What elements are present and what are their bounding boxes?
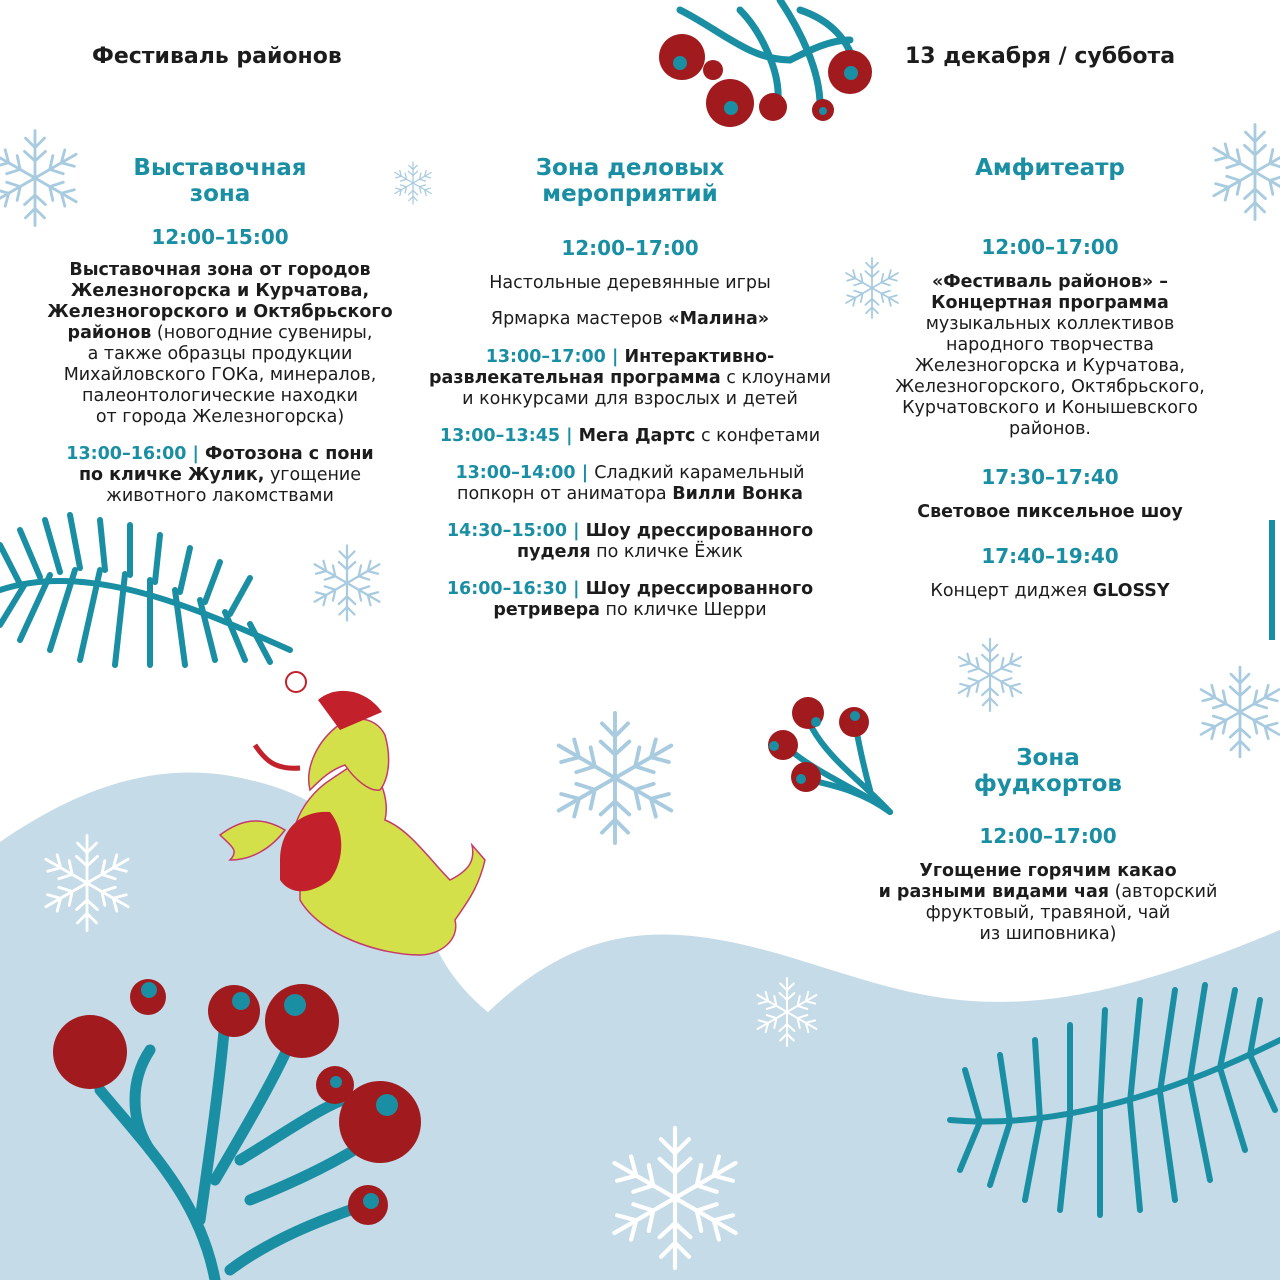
- entry-text: по кличке Ёжик: [590, 542, 743, 562]
- entry-text: Концерт диджея: [930, 581, 1093, 601]
- entry-text: пуделя: [517, 542, 591, 562]
- time-slot: 13:00–17:00: [485, 347, 606, 367]
- festival-title: Фестиваль районов: [92, 44, 342, 69]
- entry-text: «Малина»: [668, 309, 770, 329]
- separator: |: [560, 426, 579, 446]
- schedule-entry: [410, 579, 850, 621]
- zone-title-line: Зона деловых: [535, 155, 725, 181]
- entry-text: по кличке Жулик,: [78, 465, 265, 485]
- entry-text: GLOSSY: [1092, 581, 1170, 601]
- entry-text: животного лакомствами: [106, 486, 334, 506]
- entry-text: угощение: [264, 465, 362, 485]
- schedule-entry: [40, 260, 400, 428]
- time-slot: 17:30–17:40: [981, 465, 1119, 489]
- zone-title-line: Зона: [1016, 745, 1080, 771]
- berry-branch-top: [680, 0, 856, 105]
- entry-text: районов.: [1009, 419, 1091, 439]
- schedule-entry: [870, 502, 1230, 523]
- entry-text: Шоу дрессированного: [585, 579, 814, 599]
- entry-text: от города Железногорска): [95, 407, 345, 427]
- entry-text: Интерактивно-: [624, 347, 775, 367]
- entry-text: Вилли Вонка: [672, 484, 803, 504]
- zone-title: [858, 745, 1238, 797]
- entry-text: «Фестиваль районов» –: [931, 272, 1169, 292]
- entry-text: Железногорского и Октябрьского: [47, 302, 393, 322]
- zone-title-line: зона: [189, 181, 251, 207]
- separator: |: [605, 347, 625, 367]
- schedule-entry: [410, 463, 850, 505]
- entry-text: развлекательная программа: [429, 368, 721, 388]
- pine-branch-left: [0, 515, 290, 665]
- zone-title: Амфитеатр: [975, 155, 1125, 181]
- entry-text: Курчатовского и Конышевского: [902, 398, 1198, 418]
- time-slot: 13:00–13:45: [439, 426, 561, 446]
- schedule-entry: [410, 347, 850, 410]
- entry-text: а также образцы продукции: [87, 344, 353, 364]
- time-slot: 14:30–15:00: [446, 521, 568, 541]
- time-slot: 16:00–16:30: [446, 579, 568, 599]
- entry-text: Ярмарка мастеров: [490, 309, 669, 329]
- time-slot: 17:40–19:40: [981, 544, 1119, 568]
- separator: |: [567, 521, 586, 541]
- entry-text: и конкурсами для взрослых и детей: [462, 389, 798, 409]
- entry-text: музыкальных коллективов: [925, 314, 1175, 334]
- entry-text: с конфетами: [695, 426, 821, 446]
- separator: |: [567, 579, 586, 599]
- time-slot: 12:00–17:00: [979, 824, 1117, 848]
- snowflake-icon: [552, 713, 679, 843]
- time-slot: 13:00–14:00: [455, 463, 576, 483]
- business-zone: [410, 155, 850, 621]
- entry-text: Фотозона с пони: [205, 444, 374, 464]
- time-slot: 13:00–16:00: [66, 444, 187, 464]
- entry-text: и разными видами чая: [878, 882, 1110, 902]
- schedule-entry: [870, 581, 1230, 602]
- entry-text: Угощение горячим какао: [919, 861, 1177, 881]
- schedule-entry: [870, 272, 1230, 440]
- separator: |: [186, 444, 206, 464]
- entry-text: Михайловского ГОКа, минералов,: [63, 365, 377, 385]
- time-slot: 12:00–17:00: [981, 235, 1119, 259]
- entry-text: Железногорска и Курчатова,: [70, 281, 370, 301]
- zone-title-line: мероприятий: [542, 181, 718, 207]
- schedule-entry: [410, 309, 850, 330]
- event-date: 13 декабря / суббота: [905, 44, 1176, 69]
- entry-text: Выставочная зона от городов: [69, 260, 371, 280]
- entry-text: Световое пиксельное шоу: [917, 502, 1183, 522]
- amphitheater-zone: [870, 155, 1230, 602]
- zone-title-line: фудкортов: [974, 771, 1122, 797]
- entry-text: Шоу дрессированного: [585, 521, 814, 541]
- entry-text: Железногорского, Октябрьского,: [895, 377, 1205, 397]
- entry-text: народного творчества: [946, 335, 1154, 355]
- entry-text: (новогодние сувениры,: [151, 323, 373, 343]
- zone-title-line: Выставочная: [133, 155, 307, 181]
- exhibition-zone: [40, 155, 400, 507]
- schedule-entry: [40, 444, 400, 507]
- entry-text: фруктовый, травяной, чай: [925, 903, 1171, 923]
- entry-text: районов: [67, 323, 152, 343]
- foodcourt-zone: [858, 745, 1238, 945]
- entry-text: Мега Дартс: [578, 426, 696, 446]
- entry-text: (авторский: [1109, 882, 1218, 902]
- entry-text: палеонтологические находки: [82, 386, 358, 406]
- snowflake-icon: [1196, 667, 1280, 757]
- entry-text: Железногорска и Курчатова,: [915, 356, 1185, 376]
- schedule-entry: [410, 426, 850, 447]
- schedule-entry: Настольные деревянные игры: [489, 273, 771, 293]
- schedule-entry: [410, 521, 850, 563]
- entry-text: с клоунами: [720, 368, 831, 388]
- schedule-entry: [858, 861, 1238, 945]
- entry-text: попкорн от аниматора: [457, 484, 673, 504]
- separator: |: [575, 463, 595, 483]
- snowflake-icon: [955, 639, 1025, 711]
- entry-text: по кличке Шерри: [599, 600, 767, 620]
- time-slot: 12:00–17:00: [561, 236, 699, 260]
- entry-text: Концертная программа: [931, 293, 1169, 313]
- entry-text: из шиповника): [979, 924, 1117, 944]
- time-slot: 12:00–15:00: [151, 225, 289, 249]
- entry-text: ретривера: [493, 600, 600, 620]
- zone-title: [40, 155, 400, 207]
- entry-text: Сладкий карамельный: [594, 463, 805, 483]
- zone-title: [410, 155, 850, 207]
- snowflake-icon: [310, 546, 383, 621]
